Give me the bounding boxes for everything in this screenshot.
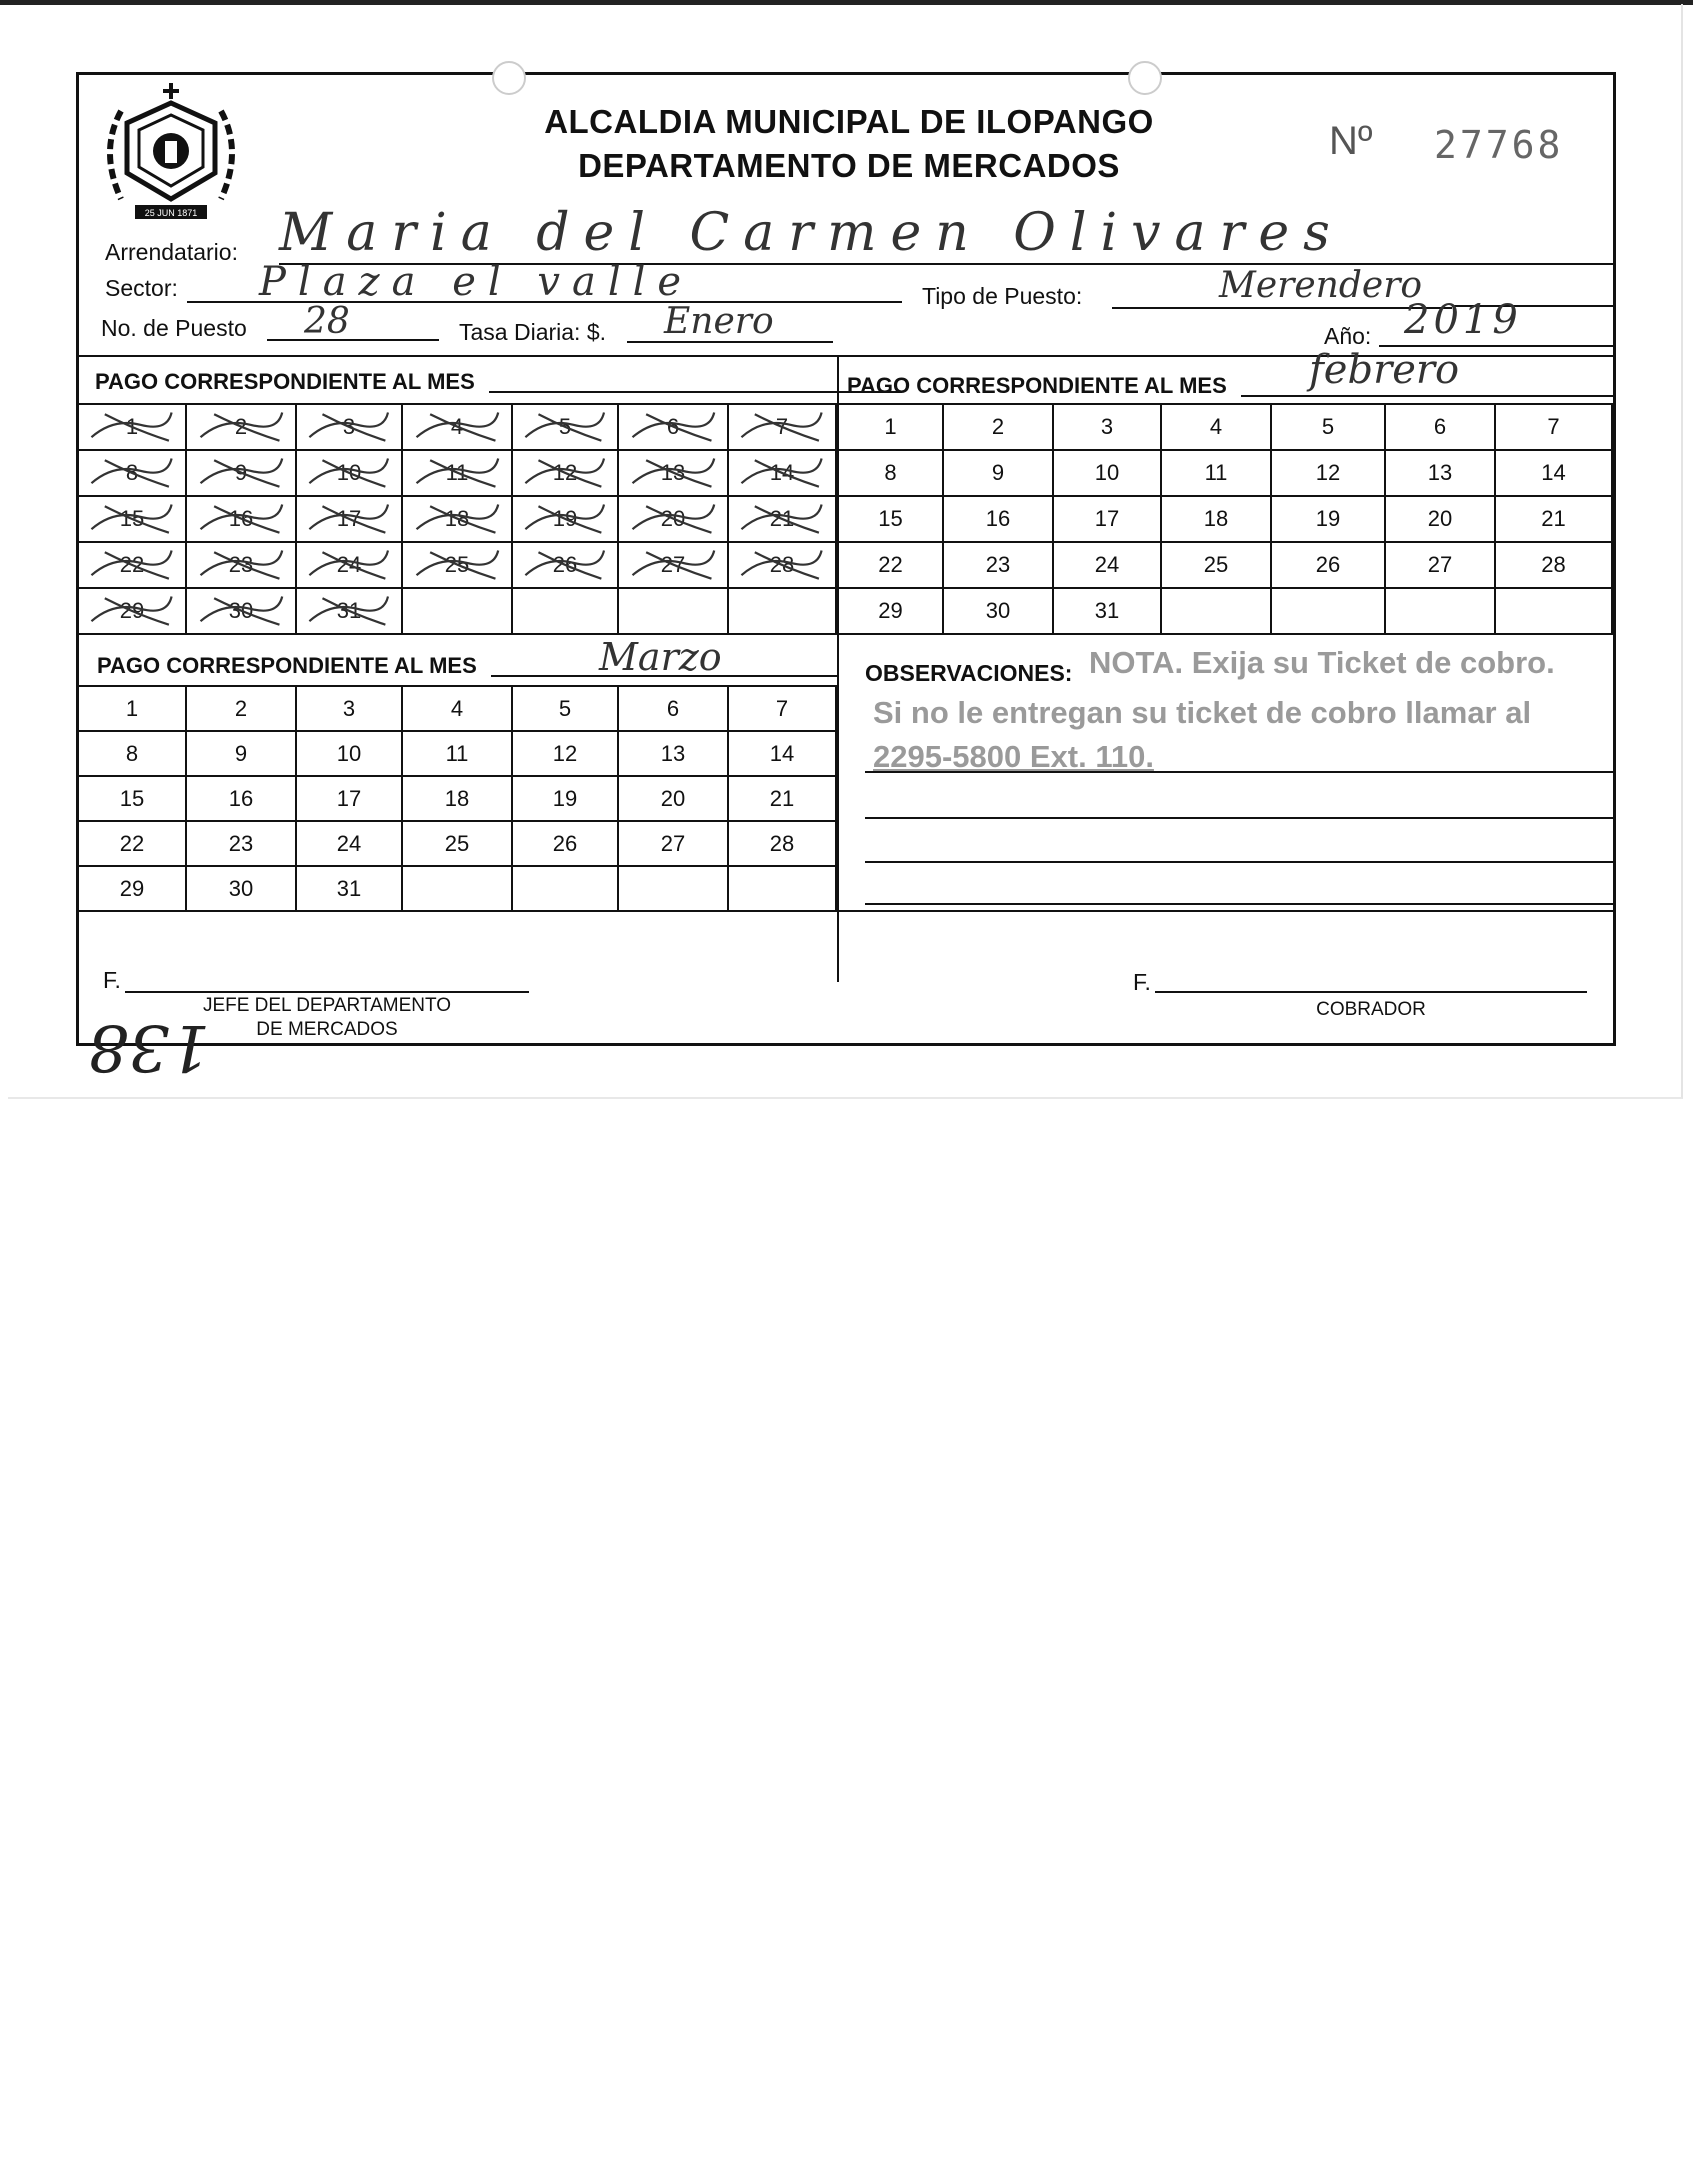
month2-day-cell[interactable] [1272,543,1386,589]
month1-day-cell[interactable] [187,543,297,589]
month1-day-grid [79,403,839,635]
month1-day-cell[interactable] [619,497,729,543]
month1-day-cell[interactable] [297,543,403,589]
month2-day-cell[interactable] [1496,405,1613,451]
month1-day-cell[interactable] [619,543,729,589]
month2-value[interactable]: febrero [1309,347,1460,393]
day-number: 13 [660,740,686,766]
empty-cell [513,589,619,635]
month1-day-cell[interactable] [403,497,513,543]
month2-day-cell[interactable] [1162,451,1272,497]
month3-day-cell[interactable] [403,777,513,822]
signature-left-prefix: F. [103,967,121,993]
day-number: 9 [234,460,248,485]
month3-day-cell[interactable] [79,687,187,732]
tipo-de-puesto-line [1112,307,1452,309]
month2-day-cell[interactable] [839,497,944,543]
month1-day-cell[interactable] [187,451,297,497]
page-title-line1: ALCALDIA MUNICIPAL DE ILOPANGO [544,103,1154,140]
day-number: 19 [1315,506,1341,531]
anio-label: Año: [1324,323,1372,349]
day-number: 21 [1541,506,1566,531]
month1-day-cell[interactable] [187,589,297,635]
month3-day-cell[interactable] [619,687,729,732]
day-number: 9 [991,460,1005,485]
day-number: 22 [119,830,145,856]
day-number: 7 [775,414,789,439]
margin-note: 138 [88,1010,211,1084]
signature-left-line1: JEFE DEL DEPARTAMENTO [202,995,452,1016]
month1-day-cell[interactable] [513,451,619,497]
month3-day-cell[interactable] [187,822,297,867]
nota-line3: 2295-5800 Ext. 110. [873,739,1154,774]
month1-day-cell[interactable] [79,451,187,497]
day-number: 25 [1203,552,1229,577]
page-title-line2: DEPARTAMENTO DE MERCADOS [578,147,1120,184]
month2-day-cell[interactable] [1162,405,1272,451]
day-number: 6 [666,414,680,439]
day-number: 13 [660,460,686,485]
month2-day-cell[interactable] [1054,497,1162,543]
signature-left-line2: DE MERCADOS [256,1019,398,1040]
day-number: 21 [769,506,795,531]
month3-day-cell[interactable] [297,822,403,867]
anio-value[interactable]: 2019 [1404,297,1522,343]
obs-rule-2 [865,817,1616,819]
day-number: 23 [985,552,1011,577]
day-number: 27 [660,830,686,856]
month1-day-cell[interactable] [513,497,619,543]
month3-day-cell[interactable] [403,732,513,777]
empty-cell [729,867,837,912]
day-number: 24 [1094,552,1120,577]
month3-day-cell[interactable] [513,822,619,867]
month3-day-cell[interactable] [513,732,619,777]
day-number: 19 [552,506,578,531]
day-number: 15 [119,506,145,531]
month1-day-cell[interactable] [79,497,187,543]
month3-day-cell[interactable] [79,732,187,777]
day-number: 16 [228,785,254,811]
month2-day-cell[interactable] [1162,543,1272,589]
day-number: 26 [1315,552,1341,577]
day-number: 25 [444,552,470,577]
month1-day-cell[interactable] [729,543,837,589]
month1-day-cell[interactable] [297,589,403,635]
nota-line1: NOTA. Exija su Ticket de cobro. [1089,645,1555,680]
day-number: 27 [660,552,686,577]
month1-day-cell[interactable] [79,589,187,635]
empty-cell [619,867,729,912]
month1-label: PAGO CORRESPONDIENTE AL MES [95,369,475,394]
empty-cell [1496,589,1613,635]
month1-day-cell[interactable] [403,451,513,497]
ticket-number-value: 27768 [1434,123,1564,167]
month1-day-cell[interactable] [297,497,403,543]
day-number: 10 [336,460,362,485]
month2-day-cell[interactable] [944,589,1054,635]
empty-cell [1162,589,1272,635]
month1-day-cell[interactable] [403,405,513,451]
day-number: 14 [769,740,795,766]
month2-day-cell[interactable] [839,405,944,451]
payment-card [76,72,1616,1046]
month3-label: PAGO CORRESPONDIENTE AL MES [97,653,477,678]
day-number: 11 [445,460,469,485]
day-number: 29 [119,598,145,623]
day-number: 24 [336,552,362,577]
month3-day-cell[interactable] [297,687,403,732]
month2-day-cell[interactable] [1386,543,1496,589]
arrendatario-label: Arrendatario: [105,239,238,265]
month2-day-cell[interactable] [839,589,944,635]
month3-day-cell[interactable] [297,867,403,912]
day-number: 24 [336,830,362,856]
day-number: 14 [769,460,795,485]
day-number: 2 [234,414,248,439]
day-number: 3 [1100,414,1114,439]
tasa-diaria-label: Tasa Diaria: $. [459,319,607,345]
month2-day-cell[interactable] [1054,543,1162,589]
month3-day-cell[interactable] [403,687,513,732]
day-number: 20 [660,506,686,531]
day-number: 15 [119,785,145,811]
month1-day-cell[interactable] [79,543,187,589]
day-number: 26 [552,552,578,577]
tipo-de-puesto-value[interactable]: Merendero [1219,265,1423,306]
month1-line [489,391,902,393]
seal-banner-text: 25 JUN 1871 [144,208,198,218]
empty-cell [513,867,619,912]
month1-day-cell[interactable] [187,405,297,451]
month1-day-cell[interactable] [729,405,837,451]
nota-line2: Si no le entregan su ticket de cobro llamar al [873,695,1532,730]
day-number: 8 [125,460,139,485]
month1-day-cell[interactable] [403,543,513,589]
day-number: 15 [878,506,903,531]
empty-cell [729,589,837,635]
day-number: 6 [666,695,680,721]
day-number: 12 [552,460,578,485]
month2-label: PAGO CORRESPONDIENTE AL MES [847,373,1227,398]
day-number: 7 [775,695,789,721]
day-number: 4 [1209,414,1223,439]
day-number: 17 [336,506,362,531]
obs-rule-4 [865,903,1616,905]
month2-day-cell[interactable] [944,405,1054,451]
month1-day-cell[interactable] [79,405,187,451]
month2-day-cell[interactable] [944,497,1054,543]
day-number: 12 [1315,460,1341,485]
day-number: 23 [228,830,254,856]
day-number: 5 [1321,414,1335,439]
month3-day-cell[interactable] [513,687,619,732]
day-number: 29 [119,875,145,901]
day-number: 7 [1547,414,1560,439]
month2-day-cell[interactable] [944,451,1054,497]
day-number: 31 [1094,598,1120,623]
month2-day-cell[interactable] [1496,543,1613,589]
day-number: 13 [1427,460,1453,485]
month1-day-cell[interactable] [513,405,619,451]
day-number: 8 [125,740,139,766]
month3-day-cell[interactable] [79,867,187,912]
month2-line [1241,395,1616,397]
month3-day-cell[interactable] [619,777,729,822]
obs-rule-1 [865,771,1616,773]
day-number: 17 [1094,506,1120,531]
day-number: 16 [985,506,1011,531]
month2-day-cell[interactable] [944,543,1054,589]
empty-cell [1272,589,1386,635]
signature-area-rule [79,910,1616,912]
day-number: 1 [125,695,139,721]
day-number: 5 [558,695,572,721]
day-number: 2 [234,695,248,721]
day-number: 1 [884,414,897,439]
day-number: 28 [1541,552,1566,577]
arrendatario-value[interactable]: Maria del Carmen Olivares [279,203,1344,263]
month2-day-cell[interactable] [1054,589,1162,635]
tasa-diaria-value[interactable]: Enero [664,301,774,342]
obs-rule-3 [865,861,1616,863]
day-number: 22 [878,552,903,577]
empty-cell [1386,589,1496,635]
day-number: 25 [444,830,470,856]
day-number: 18 [444,506,470,531]
day-number: 28 [769,830,795,856]
month3-day-cell[interactable] [79,777,187,822]
day-number: 10 [1094,460,1120,485]
no-de-puesto-label: No. de Puesto [101,315,247,341]
empty-cell [403,589,513,635]
observaciones-label: OBSERVACIONES: [865,660,1073,686]
day-number: 16 [228,506,254,531]
day-number: 18 [1203,506,1229,531]
month1-day-cell[interactable] [729,497,837,543]
day-number: 10 [336,740,362,766]
day-number: 20 [660,785,686,811]
day-number: 28 [769,552,795,577]
day-number: 14 [1541,460,1566,485]
signature-right-label: COBRADOR [1316,999,1426,1020]
day-number: 22 [119,552,145,577]
month1-day-cell[interactable] [619,405,729,451]
day-number: 12 [552,740,578,766]
punch-hole-left [492,61,526,95]
month2-day-cell[interactable] [1054,451,1162,497]
month3-day-cell[interactable] [729,687,837,732]
day-number: 29 [878,598,903,623]
no-de-puesto-value[interactable]: 28 [304,301,350,342]
day-number: 30 [228,875,254,901]
month3-day-cell[interactable] [187,777,297,822]
month3-day-cell[interactable] [729,777,837,822]
month3-day-cell[interactable] [297,732,403,777]
day-number: 23 [228,552,254,577]
month2-day-cell[interactable] [1496,451,1613,497]
month3-day-cell[interactable] [79,822,187,867]
month2-day-cell[interactable] [839,543,944,589]
month3-value[interactable]: Marzo [599,635,722,679]
sector-value[interactable]: Plaza el valle [259,259,694,305]
day-number: 5 [558,414,572,439]
day-number: 31 [336,875,362,901]
month3-day-cell[interactable] [187,732,297,777]
day-number: 1 [125,414,139,439]
month3-day-cell[interactable] [403,822,513,867]
day-number: 11 [445,740,469,766]
month1-day-cell[interactable] [187,497,297,543]
signature-left-line [125,991,529,993]
month3-day-cell[interactable] [297,777,403,822]
day-number: 27 [1427,552,1453,577]
day-number: 18 [444,785,470,811]
month2-day-grid [839,403,1616,635]
signature-right-line [1155,991,1587,993]
month2-day-cell[interactable] [1272,405,1386,451]
day-number: 8 [884,460,897,485]
no-de-puesto-line [267,339,439,341]
month2-day-cell[interactable] [1054,405,1162,451]
month1-day-cell[interactable] [513,543,619,589]
day-number: 31 [336,598,362,623]
day-number: 30 [985,598,1011,623]
month2-day-cell[interactable] [1386,405,1496,451]
day-number: 3 [342,695,356,721]
month1-day-cell[interactable] [729,451,837,497]
day-number: 11 [1204,460,1228,485]
month3-day-grid [79,685,839,912]
month3-day-cell[interactable] [729,822,837,867]
month3-day-cell[interactable] [729,732,837,777]
day-number: 20 [1427,506,1453,531]
day-number: 9 [234,740,248,766]
day-number: 21 [769,785,795,811]
month2-day-cell[interactable] [1386,497,1496,543]
day-number: 26 [552,830,578,856]
month2-day-cell[interactable] [1272,451,1386,497]
month3-day-cell[interactable] [619,732,729,777]
month2-day-cell[interactable] [1272,497,1386,543]
day-number: 3 [342,414,356,439]
ticket-number-label: Nº [1329,119,1373,163]
month1-day-cell[interactable] [619,451,729,497]
month3-day-cell[interactable] [187,867,297,912]
tipo-de-puesto-label: Tipo de Puesto: [922,283,1083,309]
month2-day-cell[interactable] [1496,497,1613,543]
empty-cell [619,589,729,635]
day-number: 30 [228,598,254,623]
month3-day-cell[interactable] [513,777,619,822]
month1-day-cell[interactable] [297,405,403,451]
month2-day-cell[interactable] [839,451,944,497]
punch-hole-right [1128,61,1162,95]
month2-day-cell[interactable] [1386,451,1496,497]
month3-day-cell[interactable] [619,822,729,867]
day-number: 4 [450,695,464,721]
signature-right-prefix: F. [1133,969,1151,995]
day-number: 2 [991,414,1005,439]
month1-day-cell[interactable] [297,451,403,497]
day-number: 6 [1433,414,1447,439]
day-number: 17 [336,785,362,811]
day-number: 19 [552,785,578,811]
month2-day-cell[interactable] [1162,497,1272,543]
month3-day-cell[interactable] [187,687,297,732]
empty-cell [403,867,513,912]
sector-label: Sector: [105,275,178,301]
day-number: 4 [450,414,464,439]
